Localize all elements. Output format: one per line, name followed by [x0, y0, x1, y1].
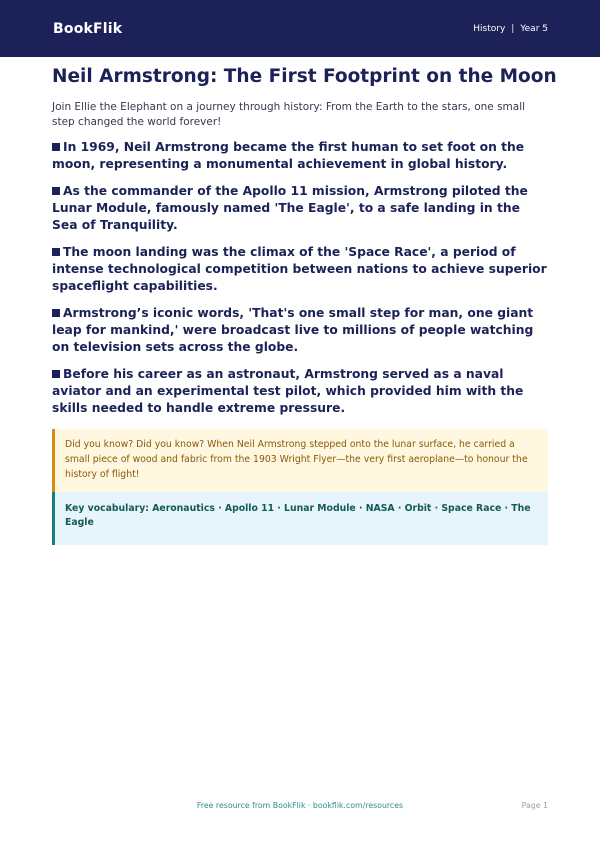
brand-logo: BookFlik — [53, 20, 123, 37]
subject-year — [473, 24, 548, 34]
intro-text: Join Ellie the Elephant on a journey through history: From the Earth to the stars, one small step changed the world forever! — [52, 101, 526, 128]
key-vocabulary-box: Key vocabulary: Aeronautics · Apollo 11 · Lunar Module · NASA · Orbit · Space Race · The Eagle — [52, 492, 548, 545]
page-number: Page 1 — [521, 801, 548, 810]
subject-label: History — [473, 23, 506, 34]
footer-link[interactable]: Free resource from BookFlik · bookflik.com/resources — [196, 801, 404, 810]
fact-item — [52, 366, 548, 417]
fact-list — [52, 139, 548, 417]
fact-text: In 1969, Neil Armstrong became the first human to set foot on the moon, representing a monumental achievement in global history. — [52, 140, 525, 171]
square-bullet-icon — [52, 187, 60, 195]
page-title: Neil Armstrong: The First Footprint on the Moon — [52, 66, 557, 87]
did-you-know-callout: Did you know? Did you know? When Neil Armstrong stepped onto the lunar surface, he carried a small piece of wood and fabric from the 1903 Wright Flyer—the very first aeroplane—to honour the history of flight! — [52, 429, 548, 492]
square-bullet-icon — [52, 309, 60, 317]
main-content — [52, 66, 557, 545]
fact-item — [52, 183, 548, 234]
fact-item — [52, 305, 548, 356]
page-header — [0, 0, 600, 57]
square-bullet-icon — [52, 143, 60, 151]
fact-item — [52, 244, 548, 295]
fact-text: The moon landing was the climax of the 'Space Race', a period of intense technological competition between nations to achieve superior spaceflight capabilities. — [52, 245, 547, 293]
year-label: Year 5 — [520, 23, 548, 34]
fact-text: Armstrong’s iconic words, 'That's one small step for man, one giant leap for mankind,' were broadcast live to millions of people watching on television sets across the globe. — [52, 306, 534, 354]
fact-text: Before his career as an astronaut, Armstrong served as a naval aviator and an experimental test pilot, which provided him with the skills needed to handle extreme pressure. — [52, 367, 524, 415]
fact-text: As the commander of the Apollo 11 mission, Armstrong piloted the Lunar Module, famously named 'The Eagle', to a safe landing in the Sea of Tranquility. — [52, 184, 528, 232]
square-bullet-icon — [52, 370, 60, 378]
meta-separator: | — [511, 23, 515, 34]
square-bullet-icon — [52, 248, 60, 256]
fact-item — [52, 139, 548, 173]
